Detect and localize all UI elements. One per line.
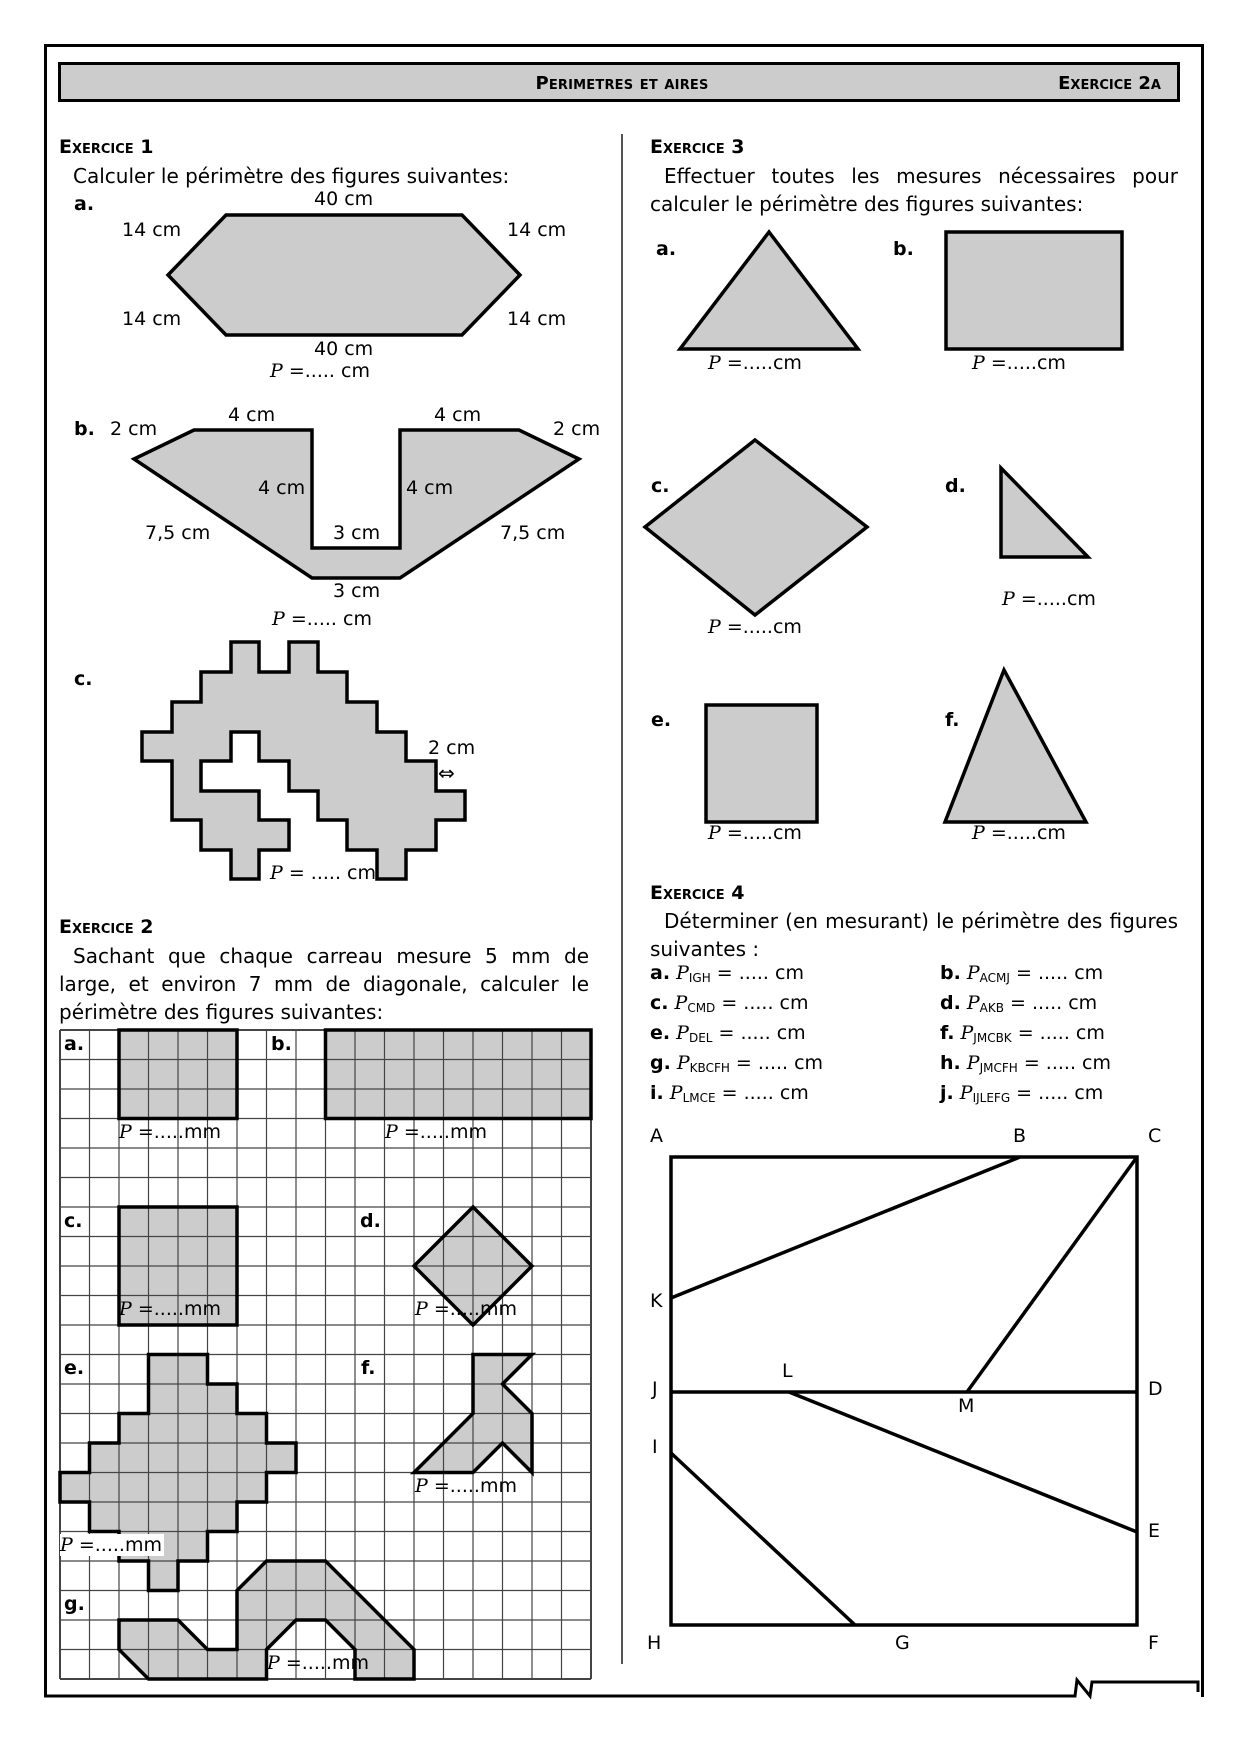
ex2-d-perimeter[interactable]: P =.....mm [415, 1298, 517, 1320]
ex2-a-label: a. [64, 1033, 85, 1055]
ex3-d-label: d. [945, 475, 966, 497]
ex4-item-label: h. [940, 1052, 961, 1074]
ex3-c-perimeter[interactable]: P =.....cm [708, 616, 802, 638]
ex1-a-top-left: 14 cm [122, 219, 182, 241]
perimeter-symbol: P [959, 1082, 973, 1104]
ex1-b-perimeter[interactable]: P =..... cm [272, 608, 372, 630]
ex4-item-blank: = ..... cm [1017, 1052, 1111, 1074]
ex1-c-perimeter[interactable]: P = ..... cm [270, 862, 376, 884]
ex4-item-figure: AKB [979, 1001, 1004, 1015]
point-C: C [1148, 1125, 1162, 1147]
ex1-b-label: b. [74, 418, 95, 440]
ex4-item-figure: IJLEFG [972, 1091, 1011, 1105]
ex4-item-blank: = ..... cm [729, 1052, 824, 1074]
ex1-instruction: Calculer le périmètre des figures suivantes: [73, 164, 510, 188]
ex1-b-inner-bottom: 3 cm [333, 522, 381, 544]
ex3-d-perimeter[interactable]: P =.....cm [1002, 588, 1096, 610]
ex4-item-label: i. [650, 1082, 664, 1104]
point-H: H [647, 1632, 662, 1654]
point-I: I [652, 1436, 658, 1458]
ex4-instruction: Déterminer (en mesurant) le périmètre des figures suivantes : [650, 909, 1178, 961]
ex1-a-bottom: 40 cm [314, 338, 374, 360]
ex2-f-perimeter[interactable]: P =.....mm [415, 1475, 517, 1497]
perimeter-symbol: P [676, 1052, 690, 1074]
ex3-c-label: c. [651, 475, 670, 497]
point-G: G [895, 1632, 910, 1654]
ex4-item-label: a. [650, 962, 671, 984]
ex1-a-top: 40 cm [314, 188, 374, 210]
ex4-title: Exercice 4 [650, 882, 745, 904]
ex1-a-bottom-left: 14 cm [122, 308, 182, 330]
ex2-f-label: f. [361, 1357, 376, 1379]
ex1-a-bottom-right: 14 cm [507, 308, 567, 330]
ex2-c-label: c. [64, 1210, 83, 1232]
ex4-item-figure: JMCBK [973, 1031, 1012, 1045]
ex1-c-label: c. [74, 668, 93, 690]
ex1-b-right-short: 2 cm [553, 418, 601, 440]
ex1-a-perimeter[interactable]: P =..... cm [270, 360, 370, 382]
ex1-b-left-short: 2 cm [110, 418, 158, 440]
ex2-b-label: b. [271, 1033, 292, 1055]
ex4-item-blank: = ..... cm [1011, 1022, 1105, 1044]
ex4-item-figure: IGH [688, 971, 711, 985]
ex2-g-label: g. [64, 1593, 85, 1615]
ex4-item-label: j. [940, 1082, 954, 1104]
ex4-item-label: f. [940, 1022, 955, 1044]
exercise-number: Exercice 2a [1058, 73, 1161, 94]
ex3-e-label: e. [651, 709, 672, 731]
ex1-title: Exercice 1 [59, 136, 154, 158]
point-F: F [1148, 1632, 1159, 1654]
ex1-b-inner-right: 4 cm [406, 477, 454, 499]
ex2-a-perimeter[interactable]: P =.....mm [119, 1121, 221, 1143]
point-E: E [1148, 1520, 1161, 1542]
ex3-instruction: Effectuer toutes les mesures nécessaires pour calculer le périmètre des figures suivantes: [650, 164, 1178, 216]
ex1-b-inner-left: 4 cm [258, 477, 306, 499]
ex1-b-bottom: 3 cm [333, 580, 381, 602]
ex4-item-blank: = ..... cm [715, 992, 809, 1014]
ex1-c-step: 2 cm [428, 737, 476, 759]
page-title: Perimetres et aires [535, 73, 709, 94]
ex4-item-blank: = ..... cm [1010, 1082, 1104, 1104]
ex4-item-label: e. [650, 1022, 671, 1044]
ex3-title: Exercice 3 [650, 136, 745, 158]
ex4-item-label: g. [650, 1052, 671, 1074]
perimeter-symbol: P [669, 1082, 683, 1104]
ex4-item-figure: KBCFH [689, 1061, 730, 1075]
ex4-item-label: d. [940, 992, 961, 1014]
ex4-item-blank: = ..... cm [715, 1082, 809, 1104]
perimeter-symbol: P [676, 1022, 689, 1044]
ex3-a-label: a. [656, 238, 677, 260]
point-L: L [782, 1360, 793, 1382]
ex4-item-blank: = ..... cm [1003, 992, 1098, 1014]
point-K: K [650, 1290, 663, 1312]
perimeter-symbol: P [676, 962, 689, 984]
ex4-item-figure: CMD [687, 1001, 716, 1015]
double-arrow-icon: ⇔ [438, 761, 455, 785]
ex4-item-blank: = ..... cm [1009, 962, 1104, 984]
ex1-b-top-right: 4 cm [434, 404, 482, 426]
ex4-item-figure: ACMJ [979, 971, 1010, 985]
perimeter-symbol: P [960, 1022, 974, 1044]
point-M: M [958, 1395, 975, 1417]
ex4-item-figure: LMCE [682, 1091, 716, 1105]
ex3-b-label: b. [893, 238, 914, 260]
point-B: B [1013, 1125, 1027, 1147]
point-J: J [652, 1378, 658, 1400]
ex2-instruction: Sachant que chaque carreau mesure 5 mm de large, et environ 7 mm de diagonale, calculer le périmètre des figures suivantes: [59, 944, 589, 1024]
perimeter-symbol: P [966, 992, 980, 1014]
ex4-item-blank: = ..... cm [712, 1022, 806, 1044]
ex3-a-perimeter[interactable]: P =.....cm [708, 352, 802, 374]
perimeter-symbol: P [674, 992, 688, 1014]
ex3-b-perimeter[interactable]: P =.....cm [972, 352, 1066, 374]
ex3-f-perimeter[interactable]: P =.....cm [972, 822, 1066, 844]
ex3-f-label: f. [945, 709, 960, 731]
ex4-item-blank: = ..... cm [710, 962, 804, 984]
ex2-c-perimeter[interactable]: P =.....mm [119, 1298, 221, 1320]
ex3-e-perimeter[interactable]: P =.....cm [708, 822, 802, 844]
ex1-b-right-long: 7,5 cm [500, 522, 566, 544]
point-D: D [1148, 1378, 1163, 1400]
point-A: A [650, 1125, 663, 1147]
ex2-d-label: d. [360, 1210, 381, 1232]
perimeter-symbol: P [966, 962, 980, 984]
ex1-b-top-left: 4 cm [228, 404, 276, 426]
ex1-a-label: a. [74, 193, 95, 215]
ex4-item-label: c. [650, 992, 669, 1014]
ex2-b-perimeter[interactable]: P =.....mm [385, 1121, 487, 1143]
ex1-a-top-right: 14 cm [507, 219, 567, 241]
ex1-b-left-long: 7,5 cm [145, 522, 211, 544]
perimeter-symbol: P [966, 1052, 980, 1074]
ex4-item-label: b. [940, 962, 961, 984]
ex2-e-perimeter[interactable]: P =.....mm [60, 1534, 162, 1556]
ex2-e-label: e. [64, 1357, 85, 1379]
ex2-g-perimeter[interactable]: P =.....mm [267, 1652, 369, 1674]
ex4-item-figure: JMCFH [979, 1061, 1018, 1075]
ex2-title: Exercice 2 [59, 916, 154, 938]
ex4-item-figure: DEL [688, 1031, 713, 1045]
